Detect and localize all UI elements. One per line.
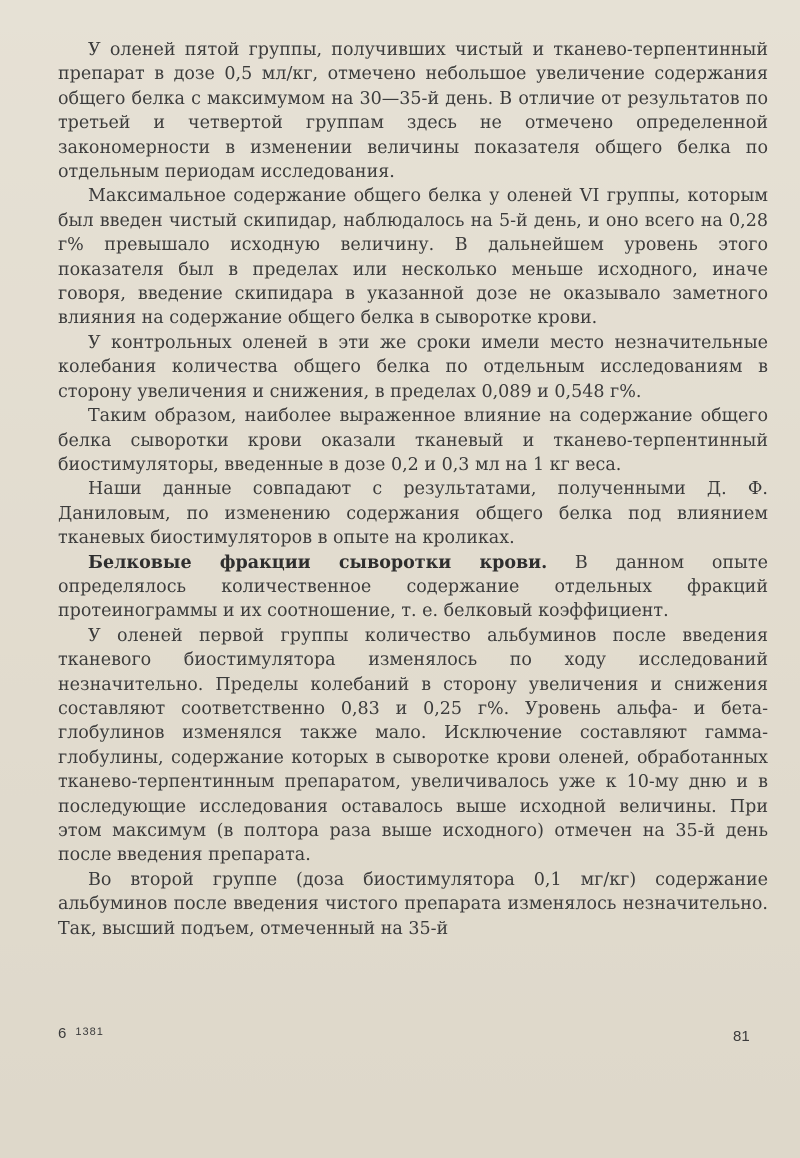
paragraph-6-text: В данном опыте определялось количественное содержание отдельных фракций протеинограммы и их соотношение, т. е. белковый коэффициент.	[58, 552, 768, 622]
paragraph-3: У контрольных оленей в эти же сроки имели место незначительные колебания количества общего белка по отдельным исследованиям в сторону увеличения и снижения, в пределах 0,089 и 0,548 г%.	[58, 332, 768, 402]
paragraph-5: Наши данные совпадают с результатами, полученными Д. Ф. Даниловым, по изменению содержания общего белка под влиянием тканевых биостимуляторов в опыте на кроликах.	[58, 479, 768, 549]
paragraph-1: У оленей пятой группы, получивших чистый и тканево-терпентинный препарат в дозе 0,5 мл/кг, отмечено небольшое увеличение содержания общего белка с максимумом на 30—35-й день. В отличие от результатов по третьей и четвертой группам здесь не отмечено определенной закономерности в изменении величины показателя общего белка по отдельным периодам исследования.	[58, 40, 768, 183]
signature-mark	[58, 1025, 104, 1042]
paragraph-protein-fractions	[58, 551, 768, 624]
paragraph-4: Таким образом, наиболее выраженное влияние на содержание общего белка сыворотки крови оказали тканевый и тканево-терпентинный биостимуляторы, введенные в дозе 0,2 и 0,3 мл на 1 кг веса.	[58, 406, 768, 475]
signature-code: 1381	[75, 1026, 104, 1038]
page-number: 81	[733, 1028, 750, 1045]
body-text	[58, 38, 768, 941]
section-heading: Белковые фракции сыворотки крови.	[88, 552, 548, 573]
paragraph-8: Во второй группе (доза биостимулятора 0,1 мг/кг) содержание альбуминов после введения чистого препарата изменялось незначительно. Так, высший подъем, отмеченный на 35-й	[58, 869, 768, 939]
signature-number: 6	[58, 1025, 68, 1042]
paragraph-7: У оленей первой группы количество альбуминов после введения тканевого биостимулятора изменялось по ходу исследований незначительно. Пределы колебаний в сторону увеличения и снижения составляют соответственно 0,83 и 0,25 г%. Уровень альфа- и бета-глобулинов изменялся также мало. Исключение составляют гамма-глобулины, содержание которых в сыворотке крови оленей, обработанных тканево-терпентинным препаратом, увеличивалось уже к 10-му дню и в последующие исследования оставалось выше исходной величины. При этом максимум (в полтора раза выше исходного) отмечен на 35-й день после введения препарата.	[58, 625, 768, 866]
paragraph-2: Максимальное содержание общего белка у оленей VI группы, которым был введен чистый скипидар, наблюдалось на 5-й день, и оно всего на 0,28 г% превышало исходную величину. В дальнейшем уровень этого показателя был в пределах или несколько меньше исходного, иначе говоря, введение скипидара в указанной дозе не оказывало заметного влияния на содержание общего белка в сыворотке крови.	[58, 186, 768, 329]
